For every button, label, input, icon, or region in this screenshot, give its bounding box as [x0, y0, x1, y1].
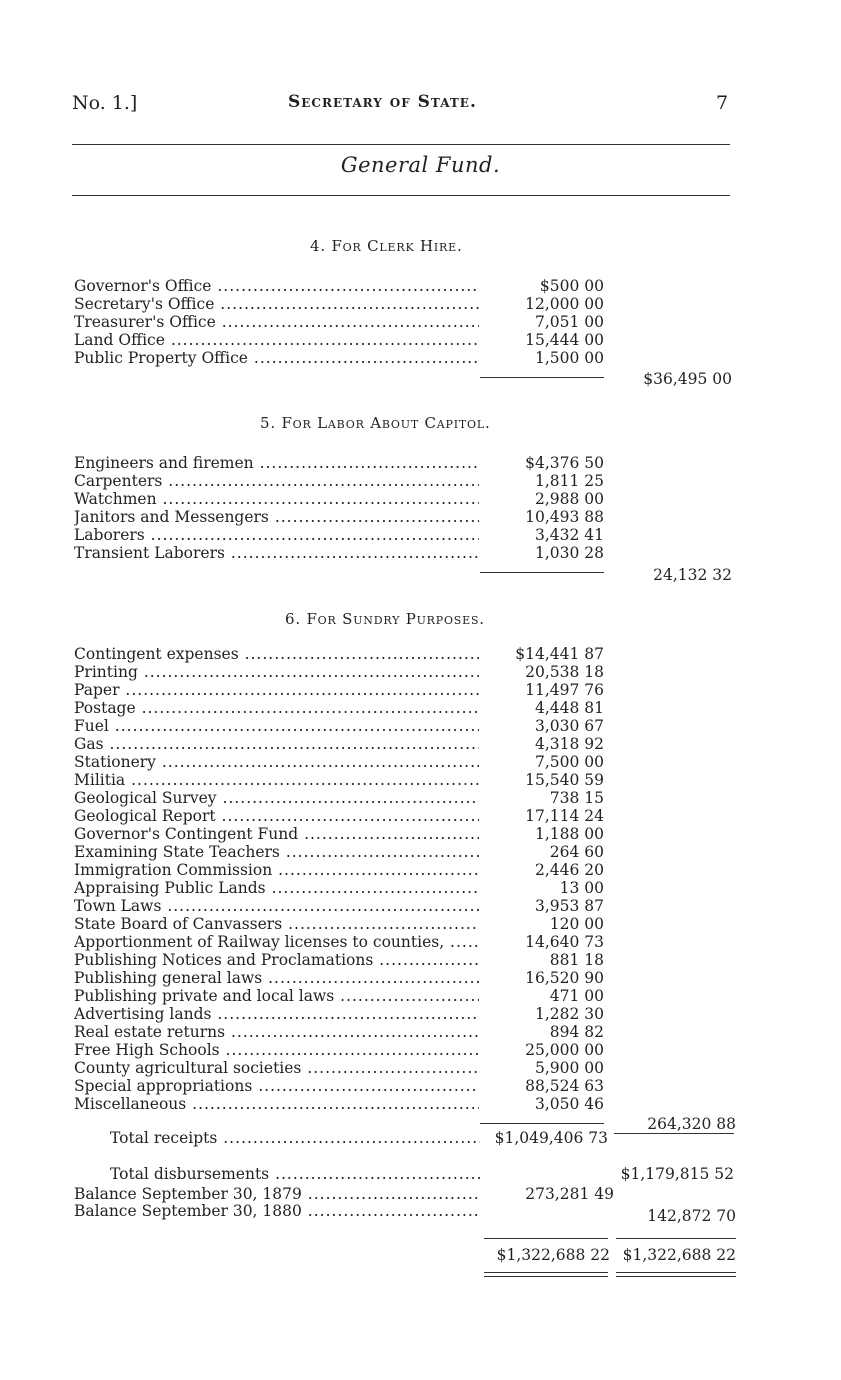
ledger-row-label: Appraising Public Lands ..... [74, 879, 479, 897]
ledger-row-label: County agricultural societies ..... [74, 1059, 479, 1077]
ledger-row [74, 987, 604, 1005]
total-receipts-label: Total receipts ..... [110, 1129, 480, 1147]
ledger-row [74, 295, 604, 313]
ledger-row-label: Town Laws ..... [74, 897, 479, 915]
ledger-row [74, 897, 604, 915]
ledger-row [74, 681, 604, 699]
ledger-row-amount: 1,282 30 [534, 1005, 604, 1023]
ledger-row-label: Real estate returns ..... [74, 1023, 479, 1041]
ledger-row [74, 789, 604, 807]
ledger-row-label: Watchmen ..... [74, 490, 479, 508]
page-number: 7 [716, 92, 729, 114]
ledger-row-amount: $500 00 [539, 277, 604, 295]
ledger-row-amount: 5,900 00 [534, 1059, 604, 1077]
ledger-row [74, 969, 604, 987]
ledger-row-amount: 738 15 [549, 789, 604, 807]
total-column-rule [614, 1133, 734, 1134]
balance-1880-amount: 142,872 70 [647, 1207, 736, 1225]
grand-total-rule-left [484, 1238, 608, 1239]
ledger-row-amount: 88,524 63 [525, 1077, 604, 1095]
ledger-row [74, 699, 604, 717]
ledger-row [74, 349, 604, 367]
total-disbursements-row [74, 1165, 734, 1183]
ledger-row-amount: 120 00 [549, 915, 604, 933]
ledger-row-amount: 2,988 00 [534, 490, 604, 508]
ledger-row-amount: 2,446 20 [534, 861, 604, 879]
ledger-row [74, 645, 604, 663]
ledger-row-label: Engineers and firemen ..... [74, 454, 479, 472]
balance-1880-row [74, 1202, 479, 1220]
ledger-row-amount: 4,318 92 [534, 735, 604, 753]
ledger-row-label: Advertising lands ..... [74, 1005, 479, 1023]
ledger-row-label: Special appropriations ..... [74, 1077, 479, 1095]
ledger-row [74, 1077, 604, 1095]
ledger-row [74, 313, 604, 331]
ledger-row [74, 663, 604, 681]
ledger-row-amount: 3,030 67 [534, 717, 604, 735]
ledger-row-label: Geological Report ..... [74, 807, 479, 825]
ledger-row-amount: 20,538 18 [525, 663, 604, 681]
fund-title: General Fund. [340, 153, 501, 177]
ledger-row [74, 843, 604, 861]
ledger-row-amount: 1,030 28 [534, 544, 604, 562]
ledger-row-amount: 17,114 24 [525, 807, 604, 825]
ledger-row-label: Militia ..... [74, 771, 479, 789]
ledger-row [74, 1059, 604, 1077]
ledger-row-label: Land Office ..... [74, 331, 479, 349]
ledger-row-amount: 15,444 00 [525, 331, 604, 349]
header-left: No. 1.] [72, 92, 138, 114]
ledger-row-amount: $4,376 50 [525, 454, 604, 472]
ledger-row-label: State Board of Canvassers ..... [74, 915, 479, 933]
ledger-row [74, 454, 604, 472]
ledger-row-amount: 471 00 [549, 987, 604, 1005]
grand-total-left: $1,322,688 22 [496, 1246, 610, 1264]
ledger-row-label: Transient Laborers ..... [74, 544, 479, 562]
ledger-row [74, 1095, 604, 1113]
ledger-row-label: Free High Schools ..... [74, 1041, 479, 1059]
balance-1879-amount: 273,281 49 [525, 1185, 614, 1203]
ledger-row-amount: 12,000 00 [525, 295, 604, 313]
header-rule [72, 144, 730, 145]
ledger-row-amount: 3,432 41 [534, 526, 604, 544]
ledger-row [74, 771, 604, 789]
ledger-row-label: Stationery ..... [74, 753, 479, 771]
ledger-row-amount: 3,953 87 [534, 897, 604, 915]
ledger-row [74, 879, 604, 897]
ledger-row-label: Publishing general laws ..... [74, 969, 479, 987]
ledger-row-label: Secretary's Office ..... [74, 295, 479, 313]
ledger-row-label: Treasurer's Office ..... [74, 313, 479, 331]
ledger-row-label: Contingent expenses ..... [74, 645, 479, 663]
ledger-row [74, 1041, 604, 1059]
balance-1879-label: Balance September 30, 1879 ..... [74, 1185, 479, 1203]
ledger-row-label: Governor's Contingent Fund ..... [74, 825, 479, 843]
ledger-row-label: Janitors and Messengers ..... [74, 508, 479, 526]
total-receipts-row [74, 1129, 608, 1147]
ledger-row-amount: 264 60 [549, 843, 604, 861]
ledger-row-amount: 15,540 59 [525, 771, 604, 789]
ledger-row [74, 951, 604, 969]
title-rule [72, 195, 730, 196]
total-disbursements-label: Total disbursements ..... [110, 1165, 480, 1183]
ledger-row [74, 544, 604, 562]
ledger-row [74, 933, 604, 951]
ledger-row-amount: 10,493 88 [525, 508, 604, 526]
ledger-row-label: Printing ..... [74, 663, 479, 681]
section-total-clerk-hire: $36,495 00 [643, 370, 732, 388]
ledger-row [74, 508, 604, 526]
ledger-row [74, 753, 604, 771]
ledger-row-amount: 881 18 [549, 951, 604, 969]
grand-total-right: $1,322,688 22 [622, 1246, 736, 1264]
grand-total-double-rule-left [484, 1272, 608, 1277]
ledger-row-label: Geological Survey ..... [74, 789, 479, 807]
ledger-row-amount: 16,520 90 [525, 969, 604, 987]
ledger-row [74, 1005, 604, 1023]
ledger-row-amount: 11,497 76 [525, 681, 604, 699]
ledger-row-label: Public Property Office ..... [74, 349, 479, 367]
grand-total-double-rule-right [616, 1272, 736, 1277]
section-heading-sundry: 6. For Sundry Purposes. [285, 610, 485, 628]
ledger-row [74, 807, 604, 825]
ledger-row-amount: $14,441 87 [515, 645, 604, 663]
ledger-row-amount: 1,188 00 [534, 825, 604, 843]
ledger-row-amount: 1,500 00 [534, 349, 604, 367]
section-total-sundry: 264,320 88 [647, 1115, 736, 1133]
ledger-row-label: Gas ..... [74, 735, 479, 753]
ledger-row-label: Laborers ..... [74, 526, 479, 544]
ledger-row [74, 472, 604, 490]
balance-1879-row [74, 1185, 614, 1203]
ledger-row-label: Apportionment of Railway licenses to counties, ..... [74, 933, 479, 951]
ledger-row-label: Carpenters ..... [74, 472, 479, 490]
ledger-row [74, 1023, 604, 1041]
ledger-row [74, 735, 604, 753]
ledger-row [74, 331, 604, 349]
balance-1880-label: Balance September 30, 1880 ..... [74, 1202, 479, 1220]
grand-total-rule-right [616, 1238, 736, 1239]
ledger-row-amount: 7,051 00 [534, 313, 604, 331]
ledger-row-amount: 4,448 81 [534, 699, 604, 717]
ledger-row-amount: 1,811 25 [534, 472, 604, 490]
ledger-row [74, 526, 604, 544]
ledger-row-label: Paper ..... [74, 681, 479, 699]
ledger-row-label: Fuel ..... [74, 717, 479, 735]
section-heading-labor: 5. For Labor About Capitol. [260, 414, 491, 432]
total-receipts-amount: $1,049,406 73 [494, 1129, 608, 1147]
ledger-row-label: Publishing Notices and Proclamations ..... [74, 951, 479, 969]
ledger-row [74, 915, 604, 933]
ledger-row-amount: 7,500 00 [534, 753, 604, 771]
ledger-row [74, 825, 604, 843]
ledger-row-label: Examining State Teachers ..... [74, 843, 479, 861]
section-total-labor: 24,132 32 [653, 566, 732, 584]
ledger-row-label: Immigration Commission ..... [74, 861, 479, 879]
ledger-row-amount: 25,000 00 [525, 1041, 604, 1059]
ledger-row-label: Postage ..... [74, 699, 479, 717]
ledger-row-label: Governor's Office ..... [74, 277, 479, 295]
ledger-row-amount: 14,640 73 [525, 933, 604, 951]
total-disbursements-amount: $1,179,815 52 [620, 1165, 734, 1183]
ledger-row [74, 717, 604, 735]
ledger-row [74, 861, 604, 879]
ledger-row-label: Publishing private and local laws ..... [74, 987, 479, 1005]
ledger-row [74, 277, 604, 295]
ledger-row [74, 490, 604, 508]
ledger-row-amount: 894 82 [549, 1023, 604, 1041]
ledger-row-amount: 13 00 [559, 879, 604, 897]
ledger-row-label: Miscellaneous ..... [74, 1095, 479, 1113]
section-heading-clerk-hire: 4. For Clerk Hire. [310, 237, 463, 255]
ledger-row-amount: 3,050 46 [534, 1095, 604, 1113]
header-title: Secretary of State. [288, 92, 477, 112]
